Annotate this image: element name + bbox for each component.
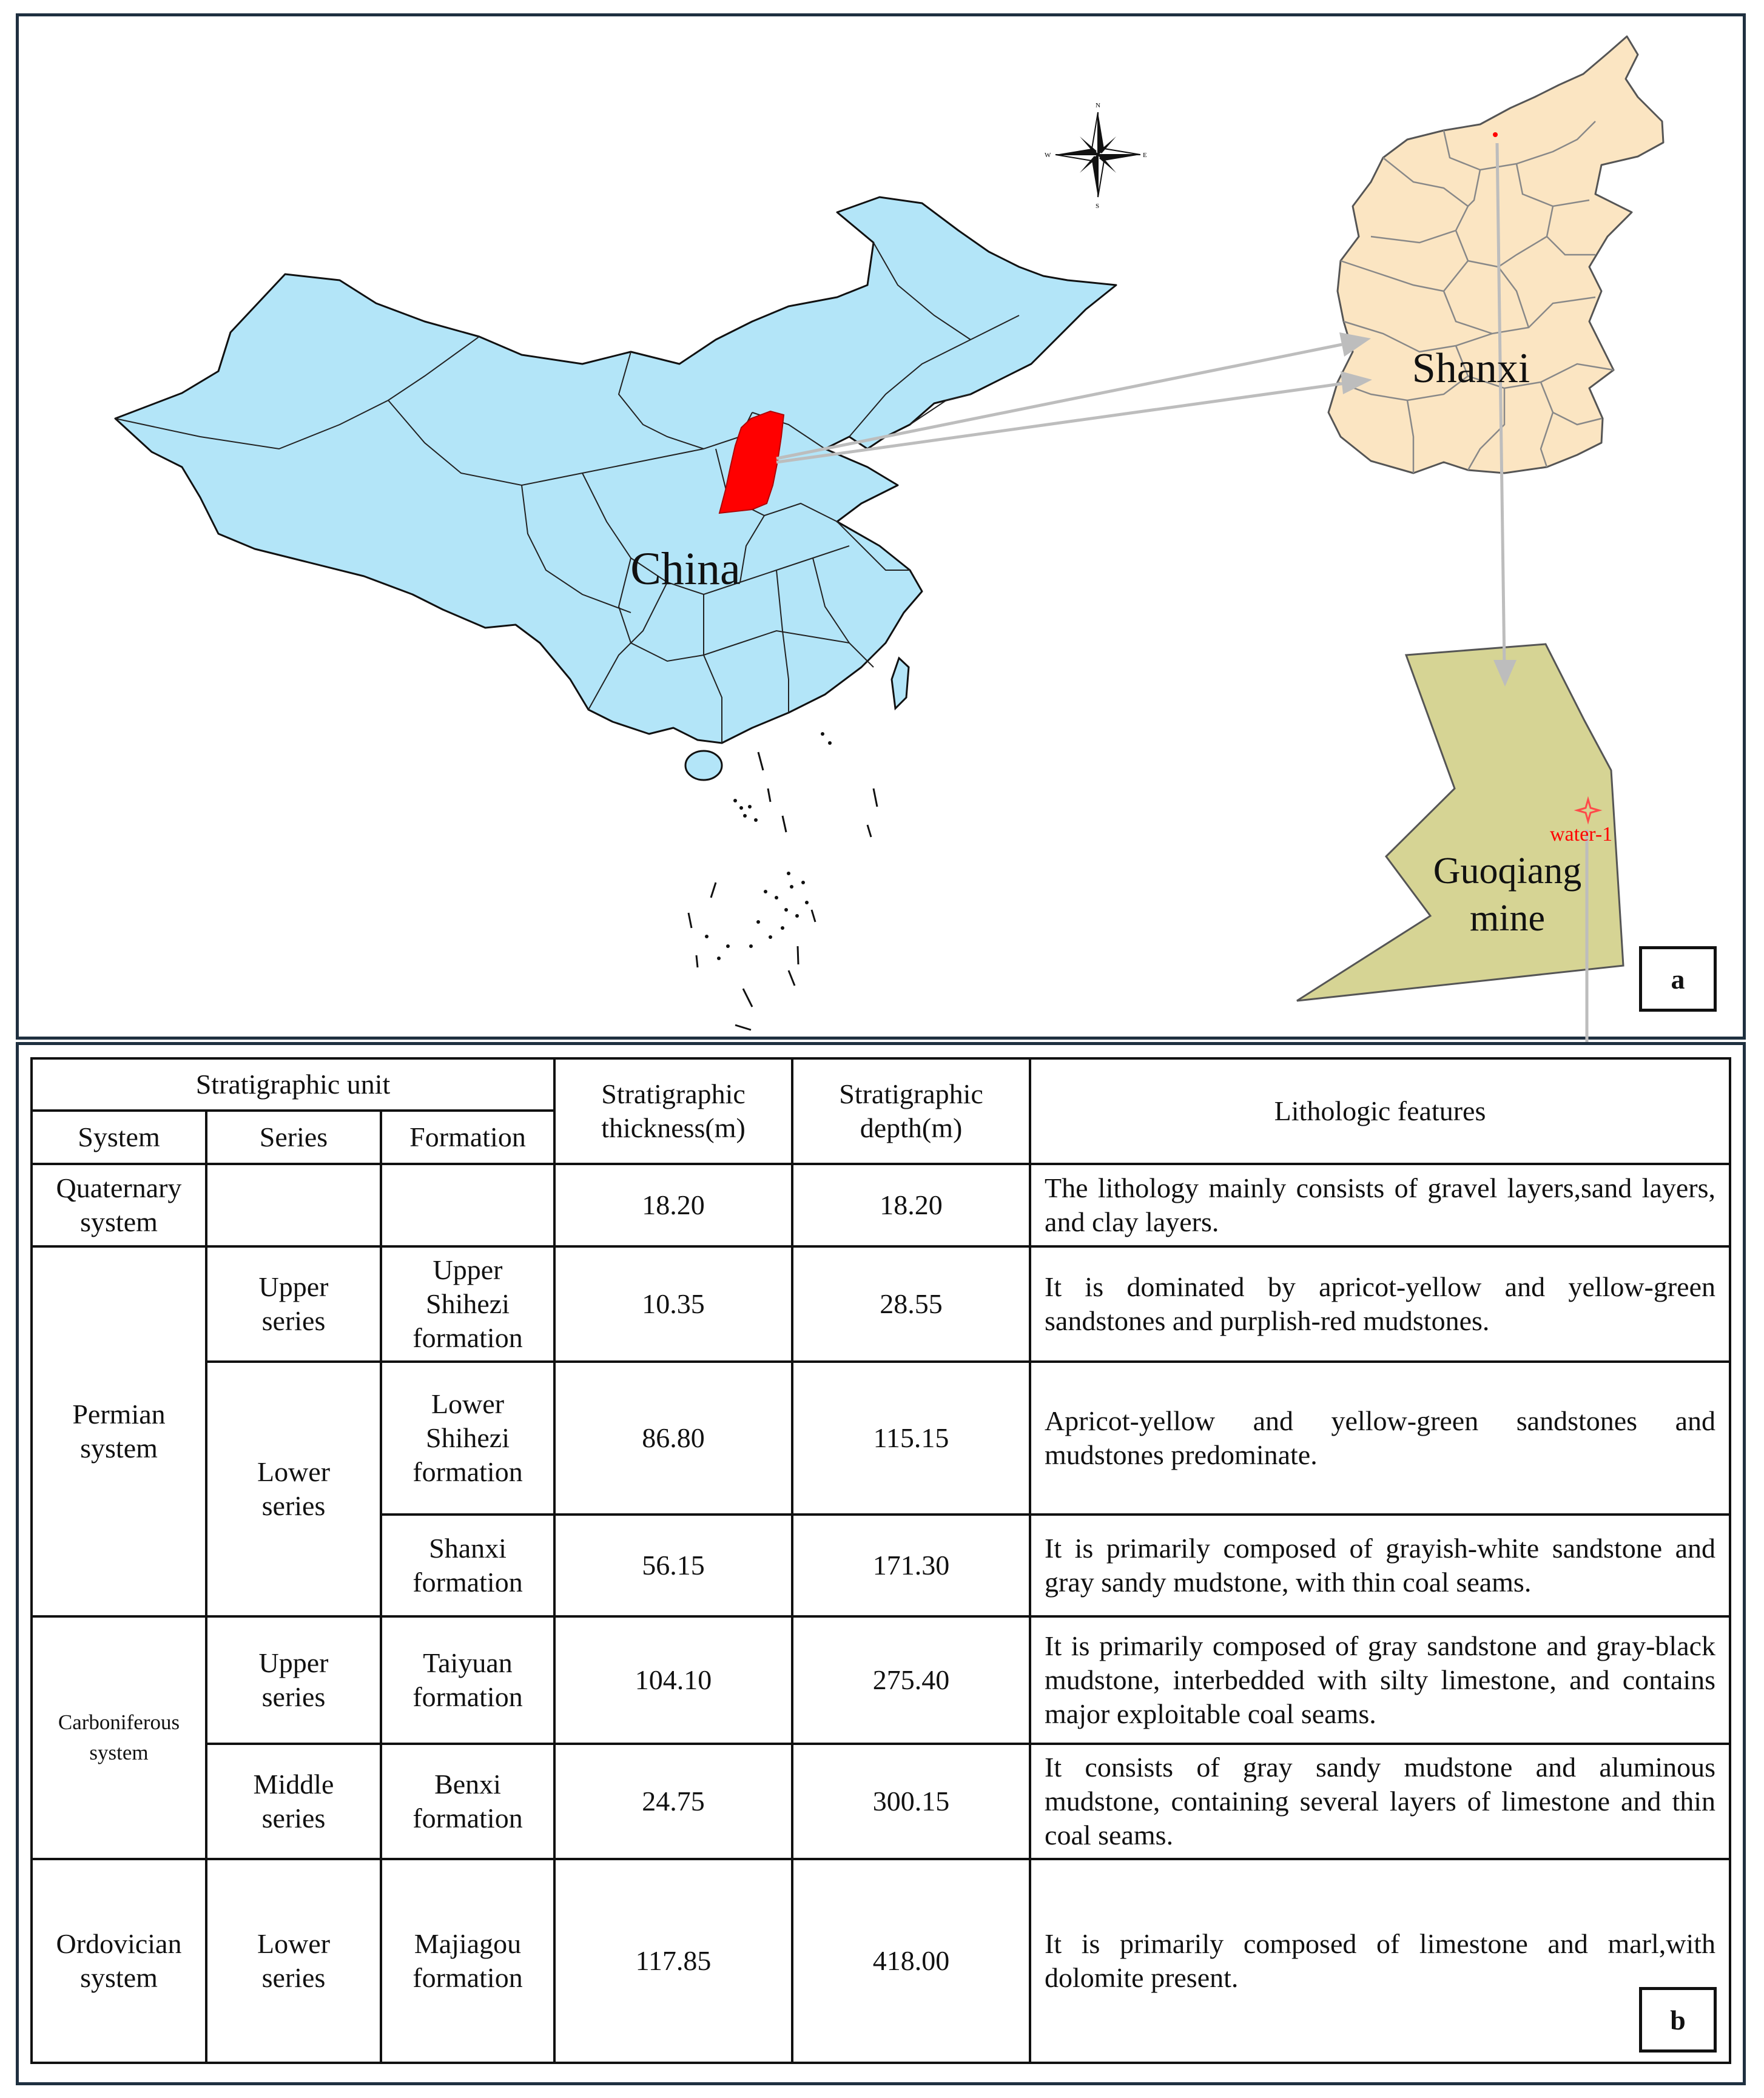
panel-label-a-text: a: [1671, 963, 1685, 995]
series-ord-lower-line1: Lower: [257, 1928, 331, 1959]
system-ord-line1: Ordovician: [56, 1928, 182, 1959]
system-carb-line1: Carboniferous: [58, 1710, 180, 1734]
depth-cell: 300.15: [792, 1744, 1030, 1859]
series-perm-lower-line1: Lower: [257, 1456, 331, 1487]
system-quaternary-line2: system: [80, 1206, 158, 1237]
depth-cell: 18.20: [792, 1164, 1030, 1246]
system-quaternary-line1: Quaternary: [56, 1172, 182, 1203]
lithology-cell: Apricot-yellow and yellow-green sandstones and mudstones predominate.: [1030, 1362, 1730, 1515]
south-china-sea-islands: [688, 752, 877, 1030]
system-permian-line1: Permian: [72, 1399, 166, 1430]
series-carb-upper-line1: Upper: [258, 1647, 329, 1678]
system-ord-line2: system: [80, 1962, 158, 1993]
formation-line2: formation: [412, 1567, 523, 1598]
table-row: [32, 1362, 1730, 1515]
table-row: [32, 1616, 1730, 1744]
series-cell-permian-upper: [206, 1246, 381, 1362]
table-row: [32, 1164, 1730, 1246]
compass-w: W: [1045, 152, 1051, 159]
series-cell-carb-middle: [206, 1744, 381, 1859]
mine-area: [1297, 644, 1623, 1001]
header-depth-line1: Stratigraphic: [839, 1078, 983, 1109]
shanxi-label: Shanxi: [1412, 345, 1530, 392]
system-carb-line2: system: [89, 1741, 149, 1764]
formation-line3: formation: [412, 1322, 523, 1353]
depth-cell: 28.55: [792, 1246, 1030, 1362]
china-label: China: [630, 543, 741, 594]
formation-line1: Majiagou: [414, 1928, 522, 1959]
formation-line2: formation: [412, 1962, 523, 1993]
stratigraphy-table: [30, 1057, 1731, 2064]
formation-line1: Shanxi: [429, 1533, 507, 1564]
depth-cell: 171.30: [792, 1515, 1030, 1616]
formation-line2: Shihezi: [426, 1422, 510, 1453]
series-carb-middle-line2: series: [261, 1803, 326, 1834]
lithology-cell: The lithology mainly consists of gravel layers,sand layers, and clay layers.: [1030, 1164, 1730, 1246]
system-cell-carboniferous: [32, 1616, 206, 1859]
table-row: [32, 1744, 1730, 1859]
series-cell-ord-lower: [206, 1859, 381, 2063]
formation-cell-benxi: [381, 1744, 554, 1859]
lithology-cell: It is primarily composed of gray sandstone and gray-black mudstone, interbedded with silty limestone, and contains major exploitable coal seams.: [1030, 1616, 1730, 1744]
header-series: Series: [206, 1111, 381, 1164]
header-thickness-line2: thickness(m): [601, 1112, 746, 1143]
formation-line1: Taiyuan: [423, 1647, 513, 1678]
thickness-cell: 18.20: [554, 1164, 792, 1246]
compass-e: E: [1143, 152, 1147, 159]
formation-cell-empty: [381, 1164, 554, 1246]
header-formation: Formation: [381, 1111, 554, 1164]
formation-cell-shanxi: [381, 1515, 554, 1616]
header-thickness-line1: Stratigraphic: [601, 1078, 746, 1109]
thickness-cell: 86.80: [554, 1362, 792, 1515]
formation-line3: formation: [412, 1456, 523, 1487]
lithology-cell: It is primarily composed of grayish-white sandstone and gray sandy mudstone, with thin coal seams.: [1030, 1515, 1730, 1616]
panel-label-a: [1639, 946, 1717, 1012]
thickness-cell: 104.10: [554, 1616, 792, 1744]
formation-line1: Lower: [431, 1388, 505, 1419]
taiwan-island: [892, 658, 909, 708]
system-cell-permian: [32, 1246, 206, 1616]
series-cell-carb-upper: [206, 1616, 381, 1744]
depth-cell: 275.40: [792, 1616, 1030, 1744]
shanxi-mine-location-dot: [1493, 132, 1498, 137]
header-stratigraphic-unit: Stratigraphic unit: [32, 1058, 554, 1111]
table-row: [32, 1246, 1730, 1362]
mine-label-line1: Guoqiang: [1433, 850, 1582, 892]
thickness-cell: 56.15: [554, 1515, 792, 1616]
series-carb-middle-line1: Middle: [253, 1769, 334, 1800]
system-cell-quaternary: [32, 1164, 206, 1246]
depth-cell: 418.00: [792, 1859, 1030, 2063]
series-cell-permian-lower: [206, 1362, 381, 1616]
compass-s: S: [1096, 203, 1100, 210]
hainan-island: [685, 751, 722, 780]
depth-cell: 115.15: [792, 1362, 1030, 1515]
compass-n: N: [1096, 102, 1100, 109]
islet-dots: [705, 732, 832, 960]
panel-label-b: [1639, 1987, 1717, 2053]
formation-line2: Shihezi: [426, 1288, 510, 1319]
header-depth: [792, 1058, 1030, 1164]
system-permian-line2: system: [80, 1433, 158, 1464]
formation-cell-taiyuan: [381, 1616, 554, 1744]
panel-label-b-text: b: [1670, 2004, 1686, 2036]
formation-cell-upper-shihezi: [381, 1246, 554, 1362]
north-arrow-icon: [1045, 102, 1147, 210]
lithology-cell: It is primarily composed of limestone and marl,with dolomite present.: [1030, 1859, 1730, 2063]
series-carb-upper-line2: series: [261, 1681, 326, 1712]
series-perm-upper-line1: Upper: [258, 1271, 329, 1302]
mine-label-line2: mine: [1470, 898, 1545, 939]
formation-line1: Upper: [433, 1254, 503, 1285]
formation-cell-lower-shihezi: [381, 1362, 554, 1515]
sample-label: water-1: [1550, 823, 1613, 846]
series-ord-lower-line2: series: [261, 1962, 326, 1993]
system-cell-ordovician: [32, 1859, 206, 2063]
formation-line2: formation: [412, 1803, 523, 1834]
header-thickness: [554, 1058, 792, 1164]
thickness-cell: 24.75: [554, 1744, 792, 1859]
lithology-cell: It is dominated by apricot-yellow and yellow-green sandstones and purplish-red mudstones.: [1030, 1246, 1730, 1362]
formation-cell-majiagou: [381, 1859, 554, 2063]
thickness-cell: 10.35: [554, 1246, 792, 1362]
series-cell-empty: [206, 1164, 381, 1246]
formation-line1: Benxi: [434, 1769, 501, 1800]
table-header-row: [32, 1058, 1730, 1111]
shanxi-map: [1328, 36, 1663, 473]
thickness-cell: 117.85: [554, 1859, 792, 2063]
header-depth-line2: depth(m): [860, 1112, 963, 1143]
header-lithologic-features: Lithologic features: [1030, 1058, 1730, 1164]
lithology-cell: It consists of gray sandy mudstone and aluminous mudstone, containing several layers of limestone and thin coal seams.: [1030, 1744, 1730, 1859]
series-perm-upper-line2: series: [261, 1305, 326, 1336]
series-perm-lower-line2: series: [261, 1490, 326, 1521]
header-system: System: [32, 1111, 206, 1164]
formation-line2: formation: [412, 1681, 523, 1712]
location-map: [0, 0, 1764, 1043]
table-row: [32, 1859, 1730, 2063]
